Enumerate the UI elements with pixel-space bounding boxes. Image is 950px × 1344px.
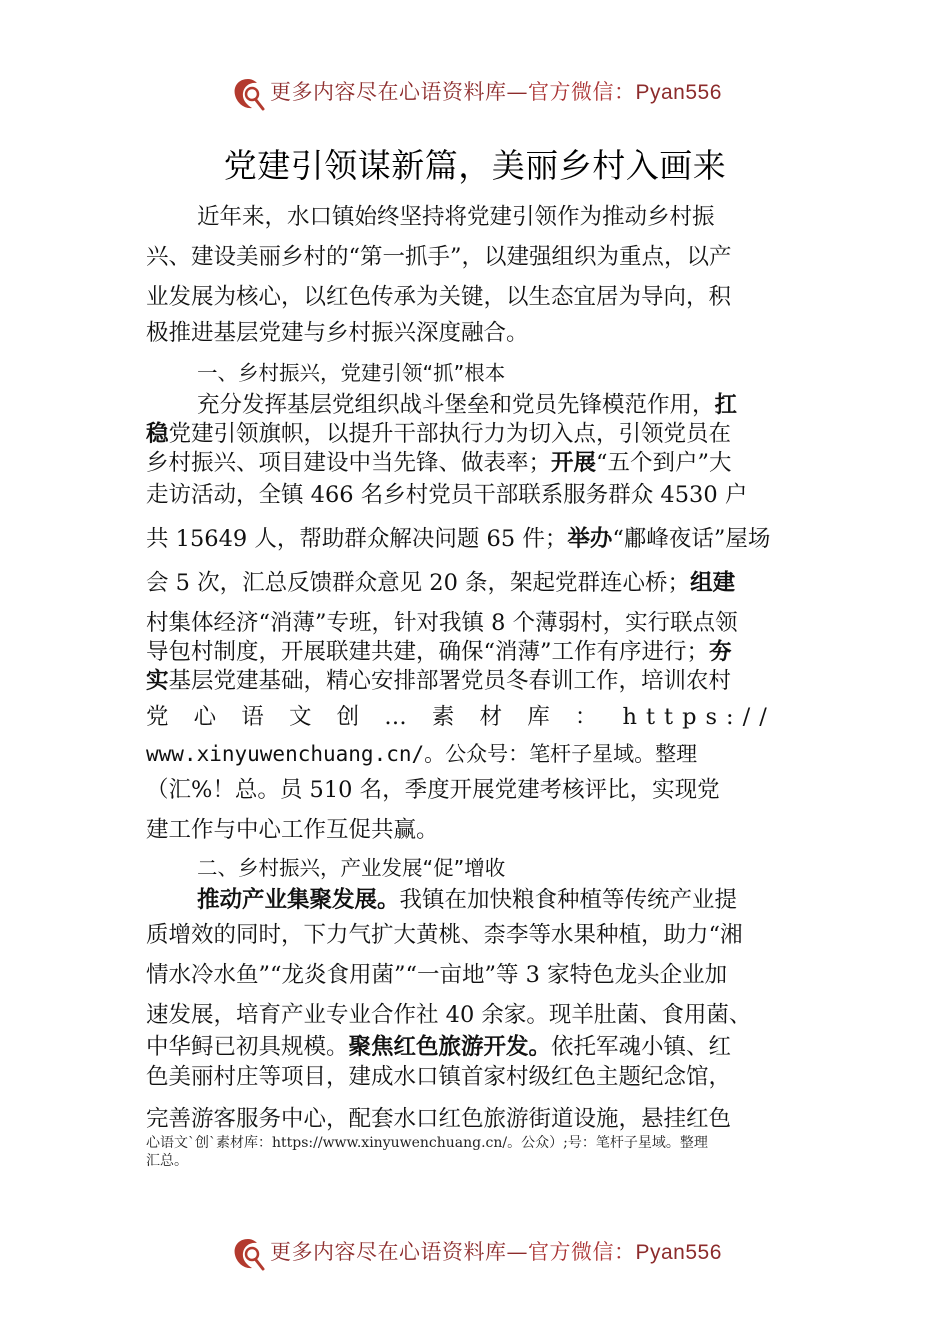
section1-line: www.xinyuwenchuang.cn/。公众号：笔杆子星域。整理: [146, 742, 698, 766]
section2-heading: 二、乡村振兴，产业发展“促”增收: [197, 856, 506, 880]
section1-heading: 一、乡村振兴，党建引领“抓”根本: [197, 361, 506, 385]
library-logo-icon: [230, 1236, 266, 1272]
section2-line: 推动产业集聚发展。我镇在加快粮食种植等传统产业提: [197, 887, 738, 913]
banner-library-text: 更多内容尽在心语资料库—: [270, 1240, 528, 1264]
section1-line: 党 心 语 文 创 … 素 材 库 ： https://: [146, 704, 776, 730]
intro-line-2: 兴、建设美丽乡村的“第一抓手”，以建强组织为重点，以产: [146, 244, 732, 270]
section1-line: 乡村振兴、项目建设中当先锋、做表率；开展“五个到户”大: [146, 450, 732, 476]
section2-line: 完善游客服务中心，配套水口红色旅游街道设施，悬挂红色: [146, 1106, 732, 1132]
section2-line: 中华鲟已初具规模。聚焦红色旅游开发。依托军魂小镇、红: [146, 1034, 732, 1060]
section1-line: 稳党建引领旗帜，以提升干部执行力为切入点，引领党员在: [146, 421, 732, 447]
section2-line: 色美丽村庄等项目，建成水口镇首家村级红色主题纪念馆，: [146, 1064, 732, 1090]
section2-line: 情水冷水鱼”“龙炎食用菌”“一亩地”等 3 家特色龙头企业加: [146, 962, 728, 988]
library-logo-icon: [230, 76, 266, 112]
section1-line: 共 15649 人，帮助群众解决问题 65 件；举办“鄘峰夜话”屋场: [146, 526, 771, 552]
section1-line: 村集体经济“消薄”专班，针对我镇 8 个薄弱村，实行联点领: [146, 610, 738, 636]
section2-line: 速发展，培育产业专业合作社 40 余家。现羊肚菌、食用菌、: [146, 1002, 752, 1028]
section1-line: 会 5 次，汇总反馈群众意见 20 条，架起党群连心桥；组建: [146, 570, 736, 596]
section1-line: 充分发挥基层党组织战斗堡垒和党员先锋模范作用，扛: [197, 392, 738, 418]
footer-banner: [0, 1230, 950, 1274]
article-title: 党建引领谋新篇，美丽乡村入画来: [223, 146, 727, 185]
header-banner: [0, 70, 950, 114]
section1-line: （汇%！总。员 510 名，季度开展党建考核评比，实现党: [146, 777, 720, 803]
section1-line: 建工作与中心工作互促共赢。: [146, 817, 439, 843]
banner-library-text: 更多内容尽在心语资料库—: [270, 80, 528, 104]
section1-line: 导包村制度，开展联建共建，确保“消薄”工作有序进行；夯: [146, 639, 732, 665]
banner-wechat-label: 官方微信：: [528, 80, 636, 104]
footnote-line-2: 汇总。: [146, 1153, 188, 1169]
banner-wechat-id: Pyan556: [635, 81, 722, 104]
section1-line: 实基层党建基础，精心安排部署党员冬春训工作，培训农村: [146, 668, 732, 694]
intro-line-1: 近年来，水口镇始终坚持将党建引领作为推动乡村振: [197, 204, 715, 230]
banner-wechat-label: 官方微信：: [528, 1240, 636, 1264]
footnote-line-1: 心语文`创`素材库：https://www.xinyuwenchuang.cn/。公众）;号：笔杆子星域。整理: [146, 1135, 708, 1151]
banner-text: [270, 76, 722, 106]
banner-text: [270, 1236, 722, 1266]
intro-line-4: 极推进基层党建与乡村振兴深度融合。: [146, 320, 529, 346]
banner-wechat-id: Pyan556: [635, 1241, 722, 1264]
intro-line-3: 业发展为核心，以红色传承为关键，以生态宜居为导向，积: [146, 284, 732, 310]
section1-line: 走访活动，全镇 466 名乡村党员干部联系服务群众 4530 户: [146, 482, 748, 508]
section2-line: 质增效的同时，下力气扩大黄桃、柰李等水果种植，助力“湘: [146, 922, 743, 948]
